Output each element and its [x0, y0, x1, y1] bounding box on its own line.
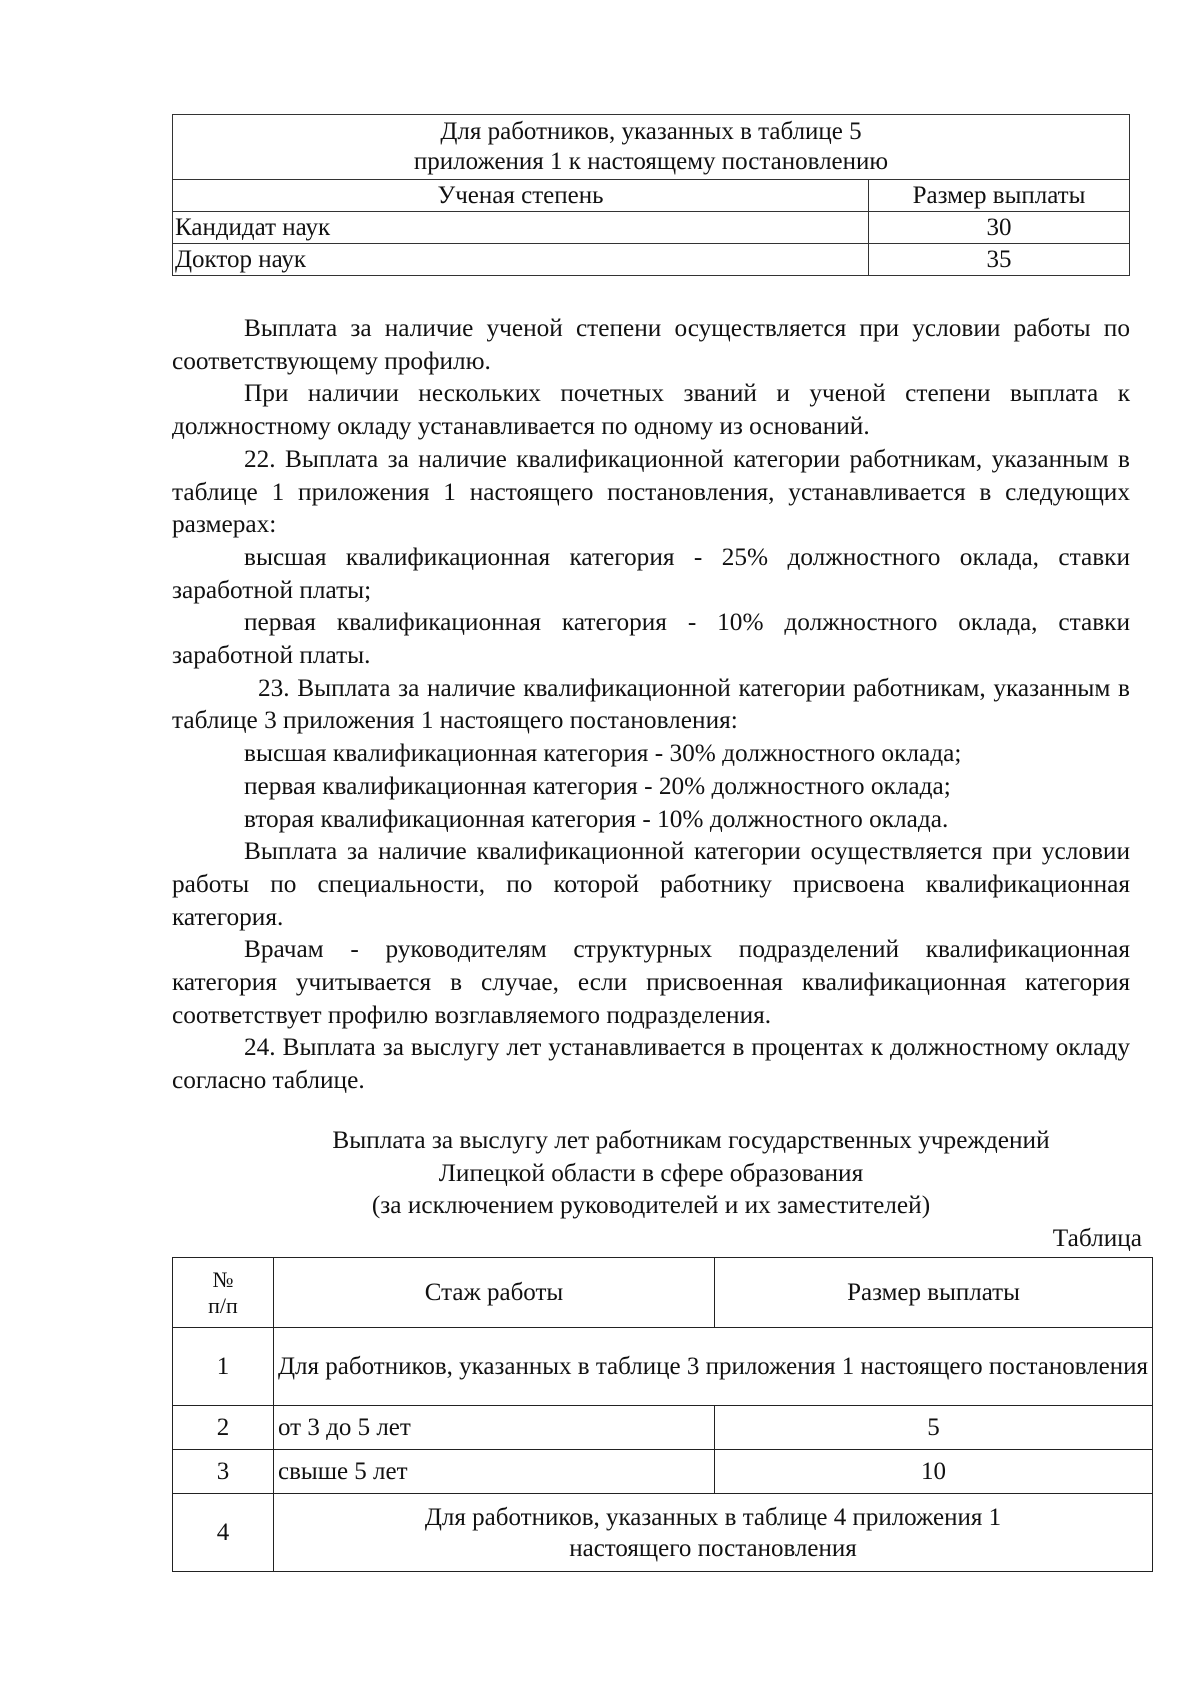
group-cell-line2: настоящего постановления [569, 1534, 857, 1562]
row-number: 4 [173, 1494, 274, 1572]
table-label: Таблица [1052, 1224, 1142, 1252]
group-cell: Для работников, указанных в таблице 3 приложения 1 настоящего постановления [274, 1328, 1153, 1406]
amount-cell: 5 [715, 1406, 1153, 1450]
degree-cell: Кандидат наук [173, 212, 869, 244]
paragraph: вторая квалификационная категория - 10% должностного оклада. [244, 804, 949, 833]
degree-column-header: Ученая степень [173, 180, 869, 212]
paragraph: Выплата за наличие ученой степени осуществляется при условии работы по соответствующему профилю. [172, 314, 1130, 375]
paragraph: Выплата за наличие квалификационной категории осуществляется при условии работы по специальности, по которой работнику присвоена квалификационная категория. [172, 837, 1130, 931]
degree-cell: Доктор наук [173, 244, 869, 276]
paragraph: высшая квалификационная категория - 30% должностного оклада; [244, 739, 962, 768]
degree-table-header-line2: приложения 1 к настоящему постановлению [413, 148, 889, 175]
row-number: 3 [173, 1450, 274, 1494]
paragraph: высшая квалификационная категория - 25% должностного оклада, ставки заработной платы; [172, 542, 1130, 604]
experience-column-header: Стаж работы [274, 1258, 715, 1328]
table-row [173, 1406, 1153, 1450]
row-number: 2 [173, 1406, 274, 1450]
seniority-table [172, 1257, 1153, 1572]
number-column-header [173, 1258, 274, 1328]
paragraph: 23. Выплата за наличие квалификационной категории работникам, указанным в таблице 3 приложения 1 настоящего постановления: [172, 673, 1130, 735]
paragraph: При наличии нескольких почетных званий и ученой степени выплата к должностному окладу устанавливается по одному из оснований. [172, 379, 1130, 441]
amount-cell: 30 [869, 212, 1130, 244]
table-row [173, 244, 1130, 276]
paragraph: первая квалификационная категория - 10% должностного оклада, ставки заработной платы. [172, 608, 1130, 670]
paragraph: первая квалификационная категория - 20% должностного оклада; [244, 771, 951, 800]
body-text [172, 312, 1130, 1097]
amount-cell: 35 [869, 244, 1130, 276]
table-row [173, 212, 1130, 244]
degree-table [172, 114, 1130, 276]
row-number: 1 [173, 1328, 274, 1406]
table-row [173, 1450, 1153, 1494]
paragraph: 24. Выплата за выслугу лет устанавливается в процентах к должностному окладу согласно таблице. [172, 1033, 1130, 1095]
caption-line3: (за исключением руководителей и их заместителей) [371, 1191, 931, 1219]
amount-column-header: Размер выплаты [715, 1258, 1153, 1328]
table-caption [172, 1124, 1130, 1222]
degree-table-header-line1: Для работников, указанных в таблице 5 [440, 118, 862, 145]
caption-line1: Выплата за выслугу лет работникам государственных учреждений [332, 1126, 1050, 1154]
group-cell [274, 1494, 1153, 1572]
caption-line2: Липецкой области в сфере образования [438, 1158, 864, 1187]
amount-cell: 10 [715, 1450, 1153, 1494]
number-header-line1: № [212, 1266, 234, 1292]
paragraph: Врачам - руководителям структурных подразделений квалификационная категория учитывается в случае, если присвоенная квалификационная категория соответствует профилю возглавляемого подразделения. [172, 935, 1130, 1029]
degree-table-header [173, 115, 1130, 180]
group-cell-line1: Для работников, указанных в таблице 4 приложения 1 [424, 1503, 1002, 1531]
paragraph: 22. Выплата за наличие квалификационной категории работникам, указанным в таблице 1 приложения 1 настоящего постановления, устанавливается в следующих размерах: [172, 444, 1130, 539]
number-header-line2: п/п [208, 1292, 238, 1318]
table-row [173, 1494, 1153, 1572]
experience-cell: свыше 5 лет [274, 1450, 715, 1494]
table-row [173, 1328, 1153, 1406]
experience-cell: от 3 до 5 лет [274, 1406, 715, 1450]
amount-column-header: Размер выплаты [869, 180, 1130, 212]
